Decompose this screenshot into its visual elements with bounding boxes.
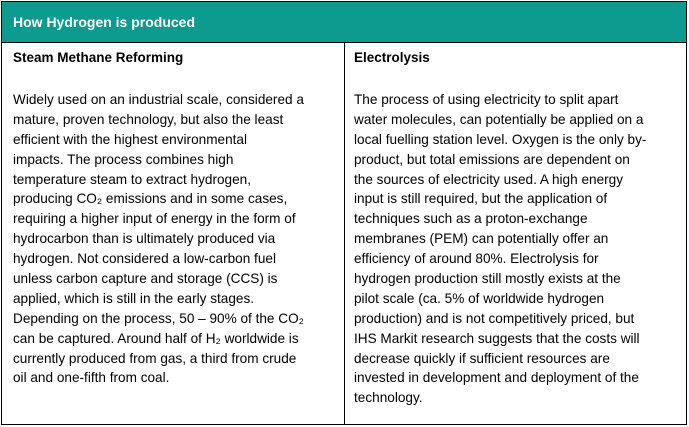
column-steam-methane-reforming [2,43,345,424]
text-line: invested in development and deployment of the [354,370,639,386]
text-line: can be captured. Around half of H₂ worldwide is [13,330,299,346]
text-line: pilot scale (ca. 5% of worldwide hydrogen [354,290,605,306]
column-heading: Steam Methane Reforming [13,50,184,65]
text-line: mature, proven technology, but also the least [13,111,284,127]
text-line: efficient with the highest environmental [13,131,248,147]
text-line: efficiency of around 80%. Electrolysis for [354,251,599,267]
text-line: IHS Markit research suggests that the costs will [354,330,640,346]
text-line: producing CO₂ emissions and in some cases, [13,191,288,207]
text-line: product, but total emissions are dependent on [354,151,630,167]
text-line: hydrocarbon than is ultimately produced via [13,231,276,247]
text-line: Depending on the process, 50 – 90% of the CO₂ [13,310,304,326]
text-line: impacts. The process combines high [13,151,234,167]
text-line: oil and one-fifth from coal. [13,370,170,386]
text-line: applied, which is still in the early stages. [13,290,255,306]
column-body [354,90,680,408]
text-line: decrease quickly if sufficient resources are [354,350,610,366]
table-header [2,2,686,43]
text-line: hydrogen. Not considered a low-carbon fuel [13,251,276,267]
text-line: input is still required, but the application of [354,191,608,207]
text-line: technology. [354,390,423,406]
text-line: Widely used on an industrial scale, considered a [13,92,304,107]
text-line: currently produced from gas, a third from crude [13,350,297,366]
text-line: techniques such as a proton-exchange [354,211,588,227]
column-electrolysis [345,43,686,424]
text-line: the sources of electricity used. A high energy [354,171,624,187]
text-line: unless carbon capture and storage (CCS) is [13,271,278,287]
text-line: water molecules, can potentially be applied on a [354,111,644,127]
text-line: hydrogen production still mostly exists at the [354,271,621,287]
column-heading: Electrolysis [354,50,430,65]
text-line: membranes (PEM) can potentially offer an [354,231,609,247]
text-line: requiring a higher input of energy in the form of [13,211,296,227]
text-line: production) and is not competitively priced, but [354,310,635,326]
column-body [13,90,335,388]
comparison-table [1,1,687,425]
text-line: temperature steam to extract hydrogen, [13,171,252,187]
text-line: The process of using electricity to split apart [354,92,619,107]
table-title: How Hydrogen is produced [13,14,196,30]
text-line: local fuelling station level. Oxygen is the only by- [354,131,647,147]
